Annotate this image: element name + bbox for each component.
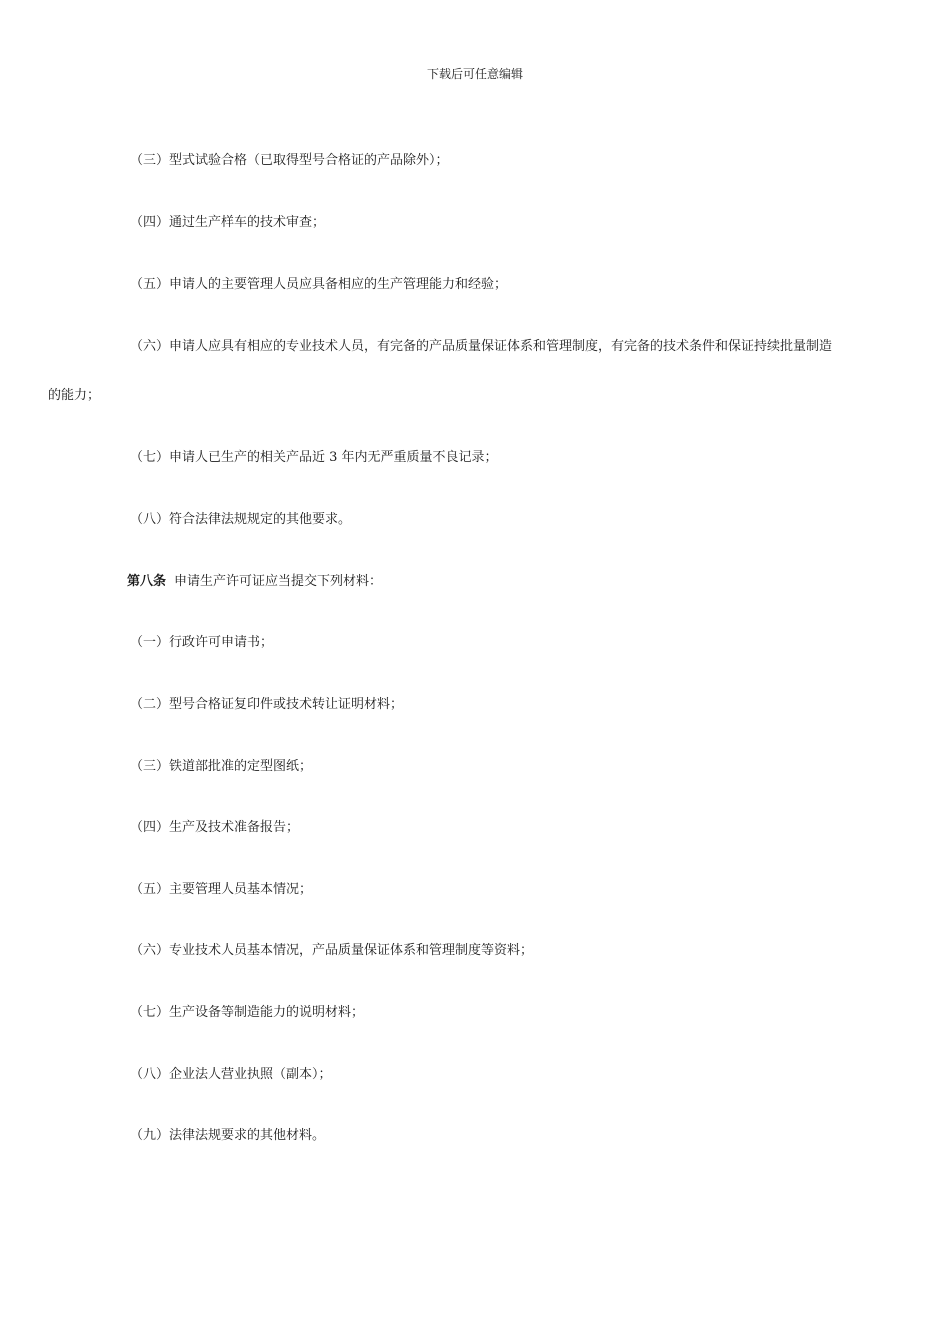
page-header-note: 下载后可任意编辑 <box>426 67 523 81</box>
list-item: （三）铁道部批准的定型图纸； <box>130 759 313 774</box>
list-item: （九）法律法规要求的其他材料。 <box>130 1128 326 1143</box>
list-item: （四）生产及技术准备报告； <box>130 820 300 835</box>
list-item: （一）行政许可申请书； <box>130 635 274 650</box>
list-item: （七）生产设备等制造能力的说明材料； <box>130 1005 365 1020</box>
article-8-label: 第八条 <box>127 574 167 589</box>
list-item: （二）型号合格证复印件或技术转让证明材料； <box>130 697 404 712</box>
paragraph-item-6-line1: （六）申请人应具有相应的专业技术人员，有完备的产品质量保证体系和管理制度，有完备的技术条件和保证持续批量制造 <box>130 339 833 354</box>
list-item: （八）企业法人营业执照（副本）； <box>130 1067 332 1082</box>
article-8-heading <box>127 573 382 591</box>
paragraph-item-8: （八）符合法律法规规定的其他要求。 <box>130 512 352 527</box>
paragraph-item-6-line2: 的能力； <box>48 388 101 403</box>
paragraph-item-5: （五）申请人的主要管理人员应具备相应的生产管理能力和经验； <box>130 277 508 292</box>
list-item: （六）专业技术人员基本情况，产品质量保证体系和管理制度等资料； <box>130 943 534 958</box>
article-8-text: 申请生产许可证应当提交下列材料： <box>174 574 383 589</box>
list-item: （五）主要管理人员基本情况； <box>130 882 313 897</box>
paragraph-item-4: （四）通过生产样车的技术审查； <box>130 215 326 230</box>
paragraph-item-7: （七）申请人已生产的相关产品近 3 年内无严重质量不良记录； <box>130 450 498 465</box>
paragraph-item-3: （三）型式试验合格（已取得型号合格证的产品除外）； <box>130 153 449 168</box>
